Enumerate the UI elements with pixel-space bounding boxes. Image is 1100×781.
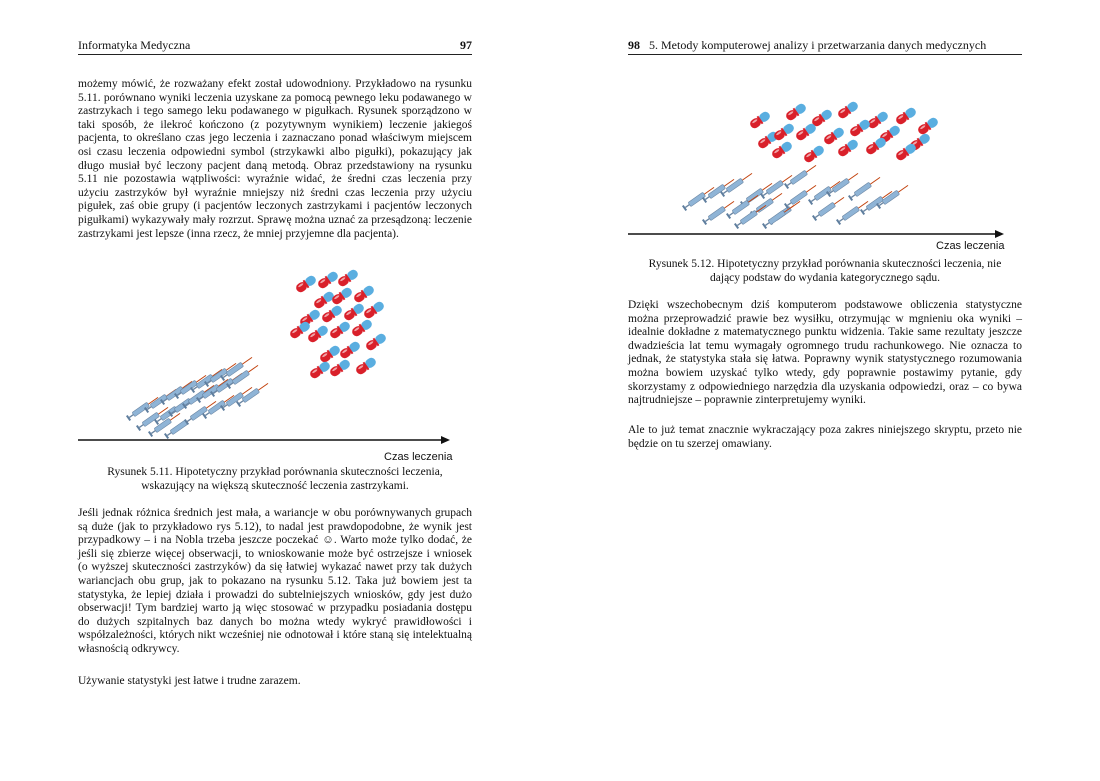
syringe-icon (836, 199, 870, 225)
pill-icon (848, 118, 871, 138)
pill-icon (352, 284, 375, 304)
figure-5-12 (628, 98, 1022, 258)
pill-icon (894, 106, 917, 126)
pill-icon (354, 356, 377, 376)
figure-caption-5-12 (628, 258, 1022, 285)
syringe-icon (784, 163, 818, 189)
pill-icon (836, 100, 859, 120)
pill-icon (294, 274, 317, 294)
caption-line-1: Rysunek 5.12. Hipotetyczny przykład porównania skuteczności leczenia, nie (648, 258, 1002, 270)
right-page-header (628, 38, 1022, 55)
figure-5-11 (78, 270, 472, 470)
pill-icon (350, 318, 373, 338)
figure-5-12-graphic (628, 98, 1022, 258)
pill-icon (794, 122, 817, 142)
pill-icon (802, 144, 825, 164)
axis-label-treatment-time: Czas leczenia (384, 451, 453, 463)
paragraph-variance: Jeśli jednak różnica średnich jest mała, a wariancje w obu porównywanych grupach są duże (jak to przykładowo rys 5.12), to nadal jest prawdopodobne, że wynik jest przypadkowy – i na Nobla trzeba jeszcze poczekać ☺. Warto może tylko dodać, że jeśli się zbierze więcej obserwacji, to wnioskowanie może być ostrzejsze i wniosek (o wyższej skuteczności zastrzyków) da się łatwiej wykazać nawet przy tak dużych wariancjach obu grup, jak to pokazano na rysunku 5.12. Taka już bowiem jest ta statystyka, że lepiej działa i prowadzi do subtelniejszych wniosków, gdy jest dużo obserwacji! Tym bardziej warto ją więc stosować w przypadku posiadania dostępu do dużych szpitalnych baz danych bo można wtedy wykryć prawidłowości i współzależności, których nikt wcześniej nie odnotował i które staną się intelektualną własnością odkrywcy. (78, 507, 472, 655)
pill-icon (822, 126, 845, 146)
header-title: 5. Metody komputerowej analizy i przetwarzania danych medycznych (649, 38, 987, 52)
caption-line-1: Rysunek 5.11. Hipotetyczny przykład porównania skuteczności leczenia, (107, 466, 443, 478)
pill-icon (316, 270, 339, 290)
pill-icon (784, 102, 807, 122)
pill-icon (866, 110, 889, 130)
axis-arrowhead (441, 436, 450, 444)
caption-line-2: wskazujący na większą skuteczność leczenia zastrzykami. (141, 479, 409, 492)
right-page (628, 0, 1022, 781)
pill-icon (312, 290, 335, 310)
header-line (628, 38, 986, 53)
axis-label-treatment-time: Czas leczenia (936, 240, 1005, 252)
pill-icon (306, 324, 329, 344)
page-number: 98 (628, 38, 640, 52)
syringe-icon (760, 173, 794, 199)
page-number: 97 (460, 38, 472, 52)
pill-icon (342, 302, 365, 322)
pill-icon (338, 340, 361, 360)
figure-5-11-graphic (78, 270, 472, 470)
left-page-header (78, 38, 472, 55)
pill-icon (864, 136, 887, 156)
syringe-icon (720, 171, 754, 197)
syringe-icon (876, 183, 910, 209)
pill-icon (362, 300, 385, 320)
pill-icon (318, 344, 341, 364)
pill-icon (288, 320, 311, 340)
paragraph-statistics: Używanie statystyki jest łatwe i trudne zarazem. (78, 675, 301, 687)
figure-caption-5-11 (78, 466, 472, 493)
syringe-icon (702, 199, 736, 225)
pill-icon (772, 122, 795, 142)
pill-icon (916, 116, 939, 136)
header-title: Informatyka Medyczna (78, 38, 191, 52)
syringe-icon (808, 179, 842, 205)
pill-icon (894, 142, 917, 162)
pill-icon (336, 268, 359, 288)
paragraph-intro: możemy mówić, że rozważany efekt został udowodniony. Przykładowo na rysunku 5.11. porównano wyniki leczenia uzyskane za pomocą pewnego leku podawanego w zastrzykach i tego samego leku podawanego w pigułkach. Rysunek sporządzono w taki sposób, że ilekroć kończono (z pozytywnym wynikiem) leczenie jakiegoś pacjenta, to określano czas jego leczenia i zaznaczano ponad właściwym miejscem osi czasu leczenia odpowiedni symbol (strzykawki albo pigułki), pokazujący jak długo musiał być leczony pacjent daną metodą. Obraz przedstawiony na rysunku 5.11 nie pozostawia wątpliwości: wyraźnie widać, że średni czas leczenia przy użyciu zastrzyków był wyraźnie mniejszy niż średni czas leczenia przy użyciu pigułek, zaś obie grupy (i pacjentów leczonych zastrzykami i pacjentów leczonych pigułkami) wykazywały mały rozrzut. Sprawę można uznać za przesądzoną: leczenie zastrzykami jest lepsze (inna rzecz, że mniej przyjemne dla pacjenta). (78, 78, 472, 240)
pill-icon (328, 358, 351, 378)
paragraph-scope: Ale to już temat znacznie wykraczający poza zakres niniejszego skryptu, przeto nie będzie on tu szerzej omawiany. (628, 424, 1022, 450)
syringe-icon (784, 183, 818, 209)
syringe-icon (848, 175, 882, 201)
pill-icon (770, 140, 793, 160)
pill-icon (308, 360, 331, 380)
pill-icon (364, 332, 387, 352)
left-page (78, 0, 472, 781)
paragraph-computers: Dzięki wszechobecnym dziś komputerom podstawowe obliczenia statystyczne można przeprowadzić prawie bez wysiłku, otrzymując w mgnieniu oka wyniki – idealnie dokładne z matematycznego punktu widzenia. Takie same rezultaty jeszcze dwadzieścia lat temu wymagały ogromnego trudu rachunkowego. Nie oznacza to jednak, że statystyka stała się łatwa. Poprawny wynik statystycznego rozumowania można bowiem uzyskać tylko wtedy, gdy poprawnie postawimy pytanie, gdy skorzystamy z odpowiedniego narzędzia dla uzyskania odpowiedzi, oraz – co bywa najtrudniejsze – poprawnie zinterpretujemy wyniki. (628, 299, 1022, 407)
pill-icon (836, 138, 859, 158)
pill-icon (748, 110, 771, 130)
pill-icon (328, 320, 351, 340)
pill-icon (320, 304, 343, 324)
axis-arrowhead (995, 230, 1004, 238)
caption-line-2: dający podstaw do wydania kategorycznego sądu. (710, 271, 940, 284)
pill-icon (330, 286, 353, 306)
